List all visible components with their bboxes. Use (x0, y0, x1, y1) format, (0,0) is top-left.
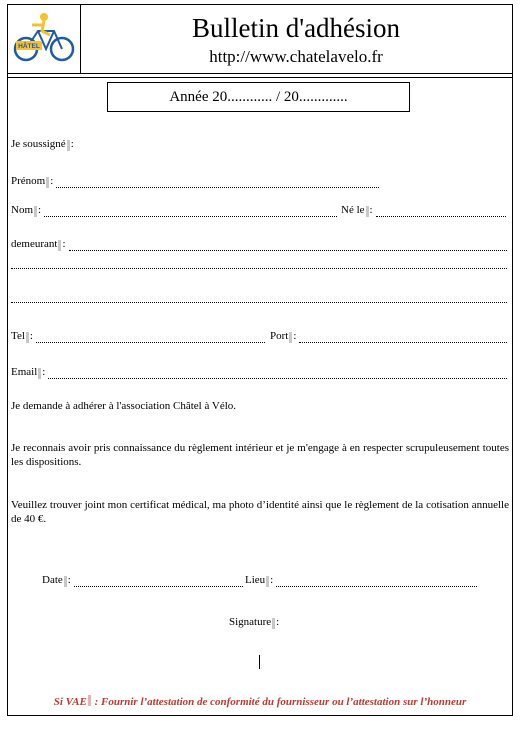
ne-le-row: Né le : (341, 204, 506, 217)
field-marker (67, 140, 70, 151)
port-row: Port : (270, 330, 507, 343)
vae-label: Si VAE (53, 696, 87, 708)
signature-label: Signature (229, 616, 272, 628)
demeurant-row: demeurant : (11, 238, 507, 251)
email-label: Email (11, 366, 38, 378)
address-line-3[interactable] (11, 302, 507, 303)
field-marker (34, 206, 37, 217)
certificat-paragraph: Veuillez trouver joint mon certificat médical, ma photo d’identité ainsi que le règlement de la cotisation annuelle de 40 €. (11, 499, 509, 525)
soussigne-label: Je soussigné (11, 138, 66, 150)
date-field[interactable] (74, 577, 243, 587)
nom-row: Nom : (11, 204, 337, 217)
tel-label: Tel (11, 330, 25, 342)
soussigne-row: Je soussigné : (11, 138, 74, 150)
website-url[interactable]: http://www.chatelavelo.fr (209, 47, 383, 66)
field-marker (38, 368, 41, 379)
document-title: Bulletin d'adhésion (191, 13, 401, 43)
port-field[interactable] (299, 333, 507, 343)
date-row: Date : (42, 574, 243, 587)
prenom-field[interactable] (56, 178, 379, 188)
vae-note-text: : Fournir l’attestation de conformité du fournisseur ou l’attestation sur l’honneur (91, 696, 467, 708)
text-cursor (259, 655, 260, 669)
field-marker (289, 332, 292, 343)
ne-le-field[interactable] (376, 207, 506, 217)
field-marker (58, 240, 61, 251)
field-marker (64, 576, 67, 587)
prenom-label: Prénom (11, 175, 46, 187)
reglement-paragraph: Je reconnais avoir pris connaissance du règlement intérieur et je m'engage à en respecter scrupuleusement toutes les dispositions. (11, 442, 509, 468)
bicycle-logo-icon (8, 5, 80, 73)
svg-text:HÂTEL: HÂTEL (18, 43, 40, 50)
logo (8, 5, 81, 73)
prenom-row: Prénom : (11, 175, 379, 188)
ne-le-label: Né le (341, 204, 365, 216)
tel-field[interactable] (36, 333, 265, 343)
lieu-row: Lieu : (245, 574, 477, 587)
header-divider (8, 77, 512, 78)
tel-row: Tel : (11, 330, 265, 343)
field-marker (88, 695, 91, 706)
membership-form-page (7, 4, 513, 716)
field-marker (266, 576, 269, 587)
lieu-field[interactable] (276, 577, 477, 587)
field-marker (26, 332, 29, 343)
nom-label: Nom (11, 204, 33, 216)
demeurant-label: demeurant (11, 238, 58, 250)
address-line-2[interactable] (11, 268, 507, 269)
field-marker (366, 206, 369, 217)
field-marker (46, 177, 49, 188)
port-label: Port (270, 330, 289, 342)
date-label: Date (42, 574, 63, 586)
vae-note (8, 695, 512, 709)
demeurant-field[interactable] (69, 241, 508, 251)
nom-field[interactable] (44, 207, 337, 217)
adhesion-paragraph: Je demande à adhérer à l'association Châtel à Vélo. (11, 400, 237, 412)
signature-row: Signature : (229, 616, 280, 628)
field-marker (272, 618, 275, 629)
email-field[interactable] (48, 369, 507, 379)
lieu-label: Lieu (245, 574, 266, 586)
email-row: Email : (11, 366, 507, 379)
year-box: Année 20............ / 20............. (107, 82, 410, 112)
header (8, 5, 512, 74)
